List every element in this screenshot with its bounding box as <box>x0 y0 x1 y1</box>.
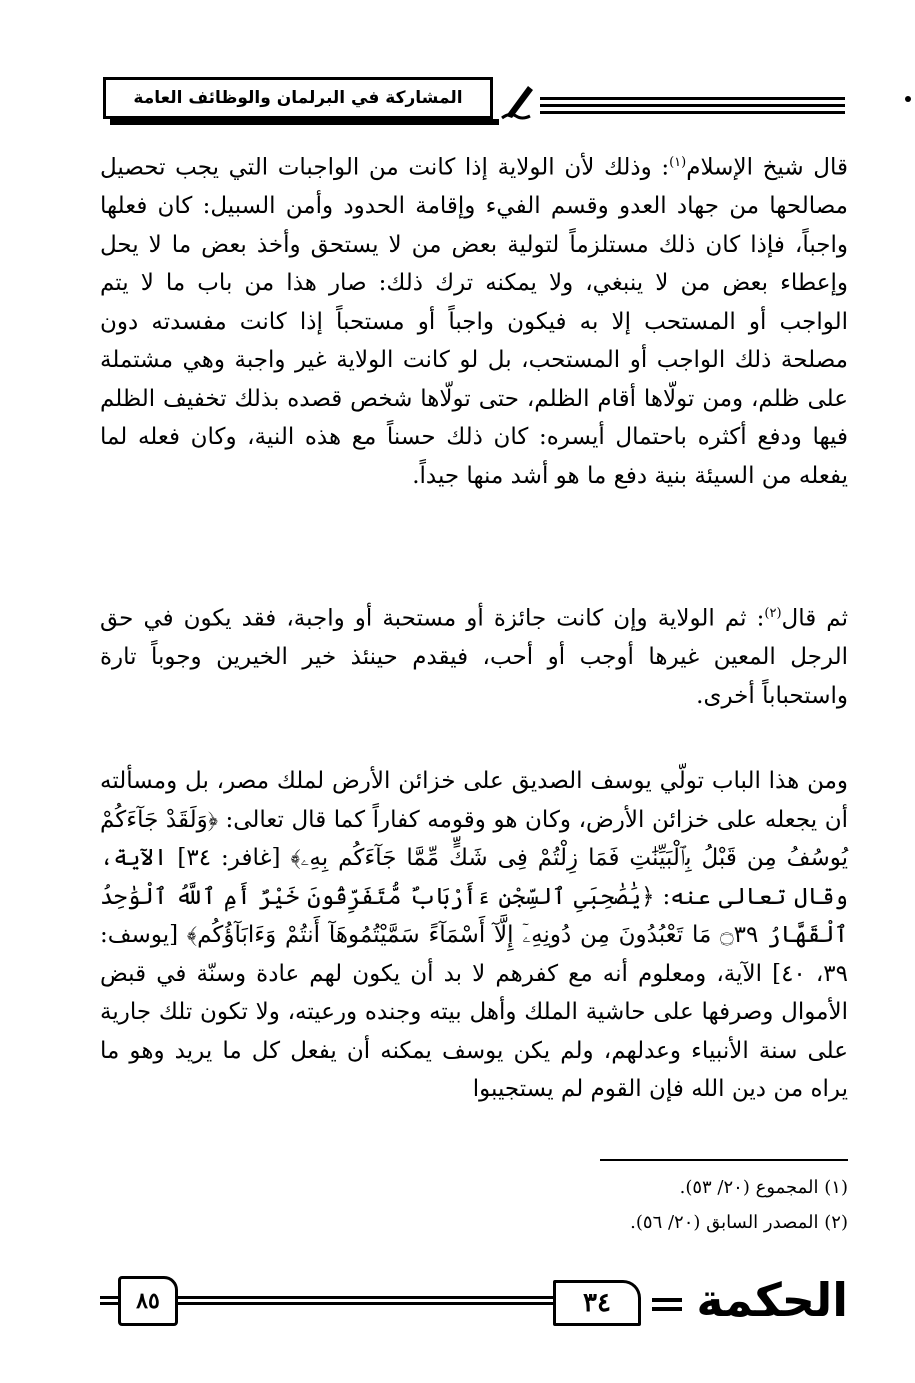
paragraph-1 <box>100 144 848 495</box>
footnote-ref-2: (٢) <box>764 606 782 621</box>
footnotes <box>540 1170 848 1240</box>
paragraph-3-ref-1: [غافر: ٣٤] الآية، وقال تعالى عنه: <box>100 845 848 910</box>
quran-quote-2: ﴿يَٰصَٰحِبَىِ ٱلسِّجْنِ ءَأَرْبَابٌ مُّتَفَرِّقُونَ خَيْرٌ أَمِ ٱللَّهُ ٱلْوَٰحِدُ ٱلْقَهَّارُ ۝٣٩ مَا تَعْبُدُونَ مِن دُونِهِۦٓ إِلَّآ أَسْمَآءً سَمَّيْتُمُوهَآ أَنتُمْ وَءَابَآؤُكُم﴾ <box>100 883 848 948</box>
page-mark <box>905 96 911 102</box>
quran-quote-1: ﴿وَلَقَدْ جَآءَكُمْ يُوسُفُ مِن قَبْلُ بِٱلْبَيِّنَٰتِ فَمَا زِلْتُمْ فِى شَكٍّ مِّمَّا جَآءَكُم بِهِۦ﴾ <box>100 806 848 871</box>
paragraph-3-lead: ومن هذا الباب تولّي يوسف الصديق على خزائن الأرض لملك مصر، بل ومسألته أن يجعله على خزائن الأرض، وكان هو وقومه كفاراً كما قال تعالى: <box>100 768 849 833</box>
footnote-divider <box>600 1159 848 1161</box>
paragraph-1-body: : وذلك لأن الولاية إذا كانت من الواجبات التي يجب تحصيل مصالحها من جهاد العدو وقسم الفيء وإقامة الحدود وأمن السبيل: كان فعلها واجباً، فإذا كان ذلك مستلزماً لتولية بعض من لا يستحق وأخذ بعض ما لا يحل وإعطاء بعض من لا ينبغي، ولا يمكنه ترك ذلك: صار هذا من باب ما لا يتم الواجب أو المستحب إلا به فيكون واجباً أو مستحباً إذا كانت مفسدته دون مصلحة ذلك الواجب أو المستحب، بل لو كانت الولاية غير واجبة وهي مشتملة على ظلم، ومن تولّاها أقام الظلم، حتى تولّاها شخص قصده بذلك تخفيف الظلم فيها ودفع أكثره باحتمال أيسره: كان ذلك حسناً مع هذه النية، وكان فعله لما يفعله من السيئة بنية دفع ما هو أشد منها جيداً. <box>100 154 848 489</box>
paragraph-2 <box>100 595 848 715</box>
paragraph-3-tail: [يوسف: ٣٩، ٤٠] الآية، ومعلوم أنه مع كفرهم لا بد أن يكون لهم عادة وسنّة في قبض الأموال وصرفها على حاشية الملك وأهل بيته وجنده ورعيته، ولا تكون تلك جارية على سنة الأنبياء وعدلهم، ولم يكن يوسف يمكنه أن يفعل كل ما يريد وهو ما يراه من دين الله فإن القوم لم يستجيبوا <box>100 922 849 1102</box>
footer-rule-left <box>100 1296 120 1308</box>
footnote-ref-1: (١) <box>669 155 687 170</box>
page-number: ٨٥ <box>118 1276 178 1326</box>
paragraph-1-lead: قال شيخ الإسلام <box>686 154 848 181</box>
magazine-logo: الحكمة <box>696 1273 848 1327</box>
running-header <box>103 77 493 119</box>
footnote-2: (٢) المصدر السابق (٢٠/ ٥٦). <box>630 1212 848 1233</box>
header-title: المشاركة في البرلمان والوظائف العامة <box>133 88 463 108</box>
paragraph-3 <box>100 762 848 1109</box>
footer-rule-middle <box>178 1296 553 1310</box>
footnote-1: (١) المجموع (٢٠/ ٥٣). <box>679 1177 848 1198</box>
paragraph-2-lead: ثم قال <box>781 605 849 632</box>
pen-icon <box>500 82 540 120</box>
header-rule <box>540 97 845 119</box>
footer-equals-mark <box>652 1298 682 1316</box>
issue-number: ٣٤ <box>553 1280 641 1326</box>
paragraph-2-body: : ثم الولاية وإن كانت جائزة أو مستحبة أو واجبة، فقد يكون في حق الرجل المعين غيرها أوجب أو أحب، فيقدم حينئذ خير الخيرين وجوباً تارة واستحباباً أخرى. <box>100 605 848 709</box>
